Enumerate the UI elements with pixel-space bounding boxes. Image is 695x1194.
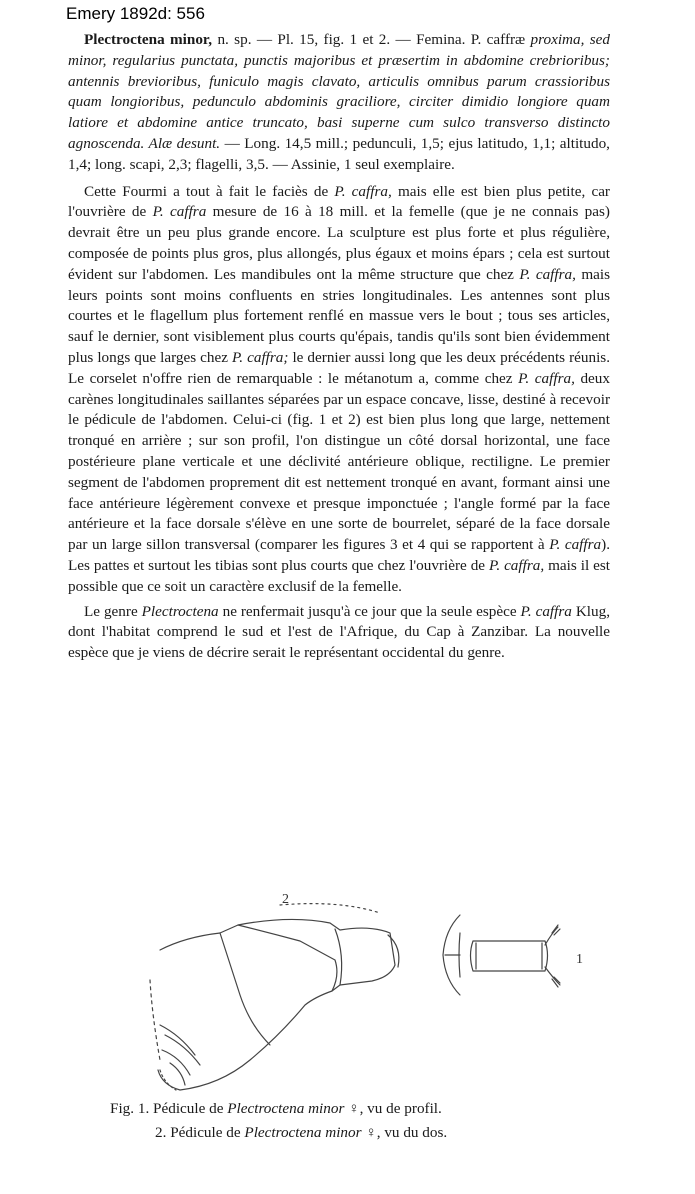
text-run: mais leurs points sont moins confluents en stries longitudinales. Les antennes sont plus courtes et le flagellum plus fortement renflé en massue vers le bout ; tous ses articles, sauf le dernier, sont visiblement plus courts qu'épais, tandis qu'ils sont bien évidemment plus longs que larges chez bbox=[68, 265, 610, 366]
figure-caption bbox=[110, 1097, 630, 1145]
taxon-name: P. caffra bbox=[520, 602, 572, 620]
text-run: le dernier aussi long que les deux précédents réunis. Le corselet n'offre rien de remarquable : le métanotum a, comme chez bbox=[68, 348, 610, 387]
text-run: ♀, vu de profil. bbox=[344, 1100, 442, 1117]
text-run: mesure de 16 à 18 mill. et la femelle (que je ne connais pas) devrait être un peu plus grande encore. La sculpture est plus forte et plus régulière, composée de points plus gros, plus allongés, plus égaux et moins épars ; cela est surtout évident sur l'abdomen. Les mandibules ont la même structure que chez bbox=[68, 203, 610, 283]
page-body bbox=[68, 30, 610, 668]
taxon-name: P. caffra, bbox=[489, 556, 545, 574]
paragraph-genus bbox=[68, 602, 610, 664]
text-run: ne renfermait jusqu'à ce jour que la seule espèce bbox=[218, 602, 521, 620]
taxon-name: P. caffra, bbox=[518, 369, 575, 387]
species-name: Plectroctena minor, bbox=[84, 31, 213, 48]
dorsal-view-drawing bbox=[443, 915, 560, 995]
text-run: deux carènes longitudinales saillantes séparées par un espace concave, lisse, destiné à recevoir le pédicule de l'abdomen. Celui-ci (fig. 1 et 2) est bien plus long que large, nettement tronqué en arrière ; sur son profil, l'on distingue un côté dorsal horizontal, une face postérieure plane verticale et une déclivité antérieure oblique, rectiligne. Le premier segment de l'abdomen proprement dit est nettement tronqué en avant, formant ainsi une face antérieure légèrement convexe et presque imponctuée ; l'angle formé par la face antérieure et la face dorsale s'élève en une sorte de bourrelet, séparé de la face dorsale par un large sillon transversal (comparer les figures 3 et 4 qui se rapportent à bbox=[68, 369, 610, 554]
text-run: Cette Fourmi a tout à fait le faciès de bbox=[84, 182, 335, 200]
text-run: ). Les pattes et surtout les tibias sont plus courts que chez l'ouvrière de bbox=[68, 536, 610, 574]
citation-reference: Emery 1892d: 556 bbox=[66, 4, 205, 23]
paragraph-comparison bbox=[68, 182, 610, 598]
measurements: — Long. 14,5 mill.; pedunculi, 1,5; ejus latitudo, 1,1; altitudo, 1,4; long. scapi, 2,3; flagelli, 3,5. — Assinie, 1 seul exemplaire. bbox=[68, 134, 610, 173]
text-run: mais il est possible que ce soit un caractère exclusif de la femelle. bbox=[68, 556, 610, 595]
text-run: Le genre bbox=[84, 602, 142, 620]
taxon-name: P. caffra, bbox=[519, 265, 576, 283]
taxon-name: P. caffra bbox=[152, 203, 207, 221]
taxon-name: P. caffra bbox=[549, 536, 602, 554]
text-run: Klug, dont l'habitat comprend le sud et l'est de l'Afrique, du Cap à Zanzibar. La nouvelle espèce que je viens de décrire serait le représentant occidental du genre. bbox=[68, 602, 610, 662]
text-run: 2. Pédicule de bbox=[155, 1124, 245, 1141]
genus-name: Plectroctena minor bbox=[227, 1100, 345, 1117]
text-run: mais elle est bien plus petite, car l'ouvrière de bbox=[68, 182, 610, 221]
figure-label-profile: 2 bbox=[282, 892, 289, 907]
figure-label-dorsal: 1 bbox=[576, 952, 583, 967]
caption-line-1 bbox=[110, 1097, 630, 1121]
taxon-name: P. caffra; bbox=[231, 348, 289, 366]
genus-name: Plectroctena bbox=[141, 602, 219, 620]
taxon-name: P. caffra, bbox=[334, 182, 392, 200]
latin-diagnosis: proxima, sed minor, regularius punctata, punctis majoribus et præsertim in abdomine crebrioribus; antennis brevioribus, funiculo magis clavato, articulis omnibus parum crassioribus quam longioribus, pedunculo abdominis graciliore, circiter dimidio longiore quam latiore et abdomine antice truncato, basi superne cum sulco transverso distincto agnoscenda. Alæ desunt. bbox=[68, 31, 610, 152]
species-description bbox=[68, 30, 610, 176]
caption-line-2 bbox=[110, 1121, 630, 1145]
genus-name: Plectroctena minor bbox=[244, 1124, 362, 1141]
species-status: n. sp. — Pl. 15, fig. 1 et 2. — Femina. P. caffræ bbox=[212, 31, 531, 48]
pedicel-illustration bbox=[140, 885, 610, 1095]
text-run: ♀, vu du dos. bbox=[361, 1124, 448, 1141]
pedicel-figure bbox=[140, 885, 610, 1095]
text-run: Fig. 1. Pédicule de bbox=[110, 1100, 228, 1117]
profile-view-drawing bbox=[150, 904, 399, 1090]
